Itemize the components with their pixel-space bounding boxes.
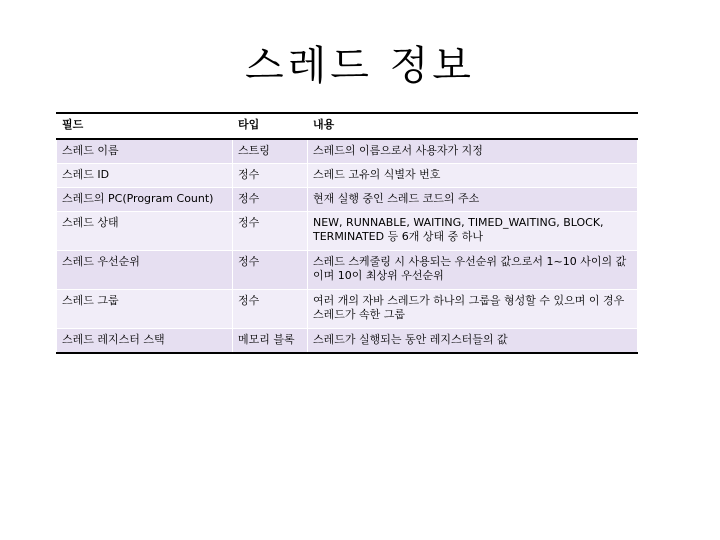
cell-desc: 현재 실행 중인 스레드 코드의 주소 xyxy=(308,188,638,212)
cell-field: 스레드 이름 xyxy=(57,139,233,164)
cell-type: 스트링 xyxy=(233,139,308,164)
table-row xyxy=(57,251,638,290)
header-field: 필드 xyxy=(57,113,233,139)
cell-field: 스레드의 PC(Program Count) xyxy=(57,188,233,212)
cell-type: 정수 xyxy=(233,212,308,251)
cell-desc: NEW, RUNNABLE, WAITING, TIMED_WAITING, BLOCK, TERMINATED 등 6개 상태 중 하나 xyxy=(308,212,638,251)
cell-type: 메모리 블록 xyxy=(233,329,308,354)
cell-field: 스레드 그룹 xyxy=(57,290,233,329)
table-row xyxy=(57,139,638,164)
cell-type: 정수 xyxy=(233,290,308,329)
table-row xyxy=(57,329,638,354)
cell-desc: 스레드 고유의 식별자 번호 xyxy=(308,164,638,188)
header-type: 타입 xyxy=(233,113,308,139)
cell-field: 스레드 레지스터 스택 xyxy=(57,329,233,354)
table-header-row xyxy=(57,113,638,139)
cell-field: 스레드 우선순위 xyxy=(57,251,233,290)
table-row xyxy=(57,290,638,329)
slide-title: 스레드 정보 xyxy=(245,43,475,89)
thread-info-table xyxy=(56,112,638,354)
cell-type: 정수 xyxy=(233,188,308,212)
cell-desc: 스레드의 이름으로서 사용자가 지정 xyxy=(308,139,638,164)
table-row xyxy=(57,212,638,251)
header-desc: 내용 xyxy=(308,113,638,139)
cell-desc: 스레드가 실행되는 동안 레지스터들의 값 xyxy=(308,329,638,354)
cell-type: 정수 xyxy=(233,164,308,188)
cell-desc: 여러 개의 자바 스레드가 하나의 그룹을 형성할 수 있으며 이 경우 스레드가 속한 그룹 xyxy=(308,290,638,329)
cell-field: 스레드 상태 xyxy=(57,212,233,251)
cell-type: 정수 xyxy=(233,251,308,290)
table-row xyxy=(57,164,638,188)
cell-field: 스레드 ID xyxy=(57,164,233,188)
table-row xyxy=(57,188,638,212)
cell-desc: 스레드 스케줄링 시 사용되는 우선순위 값으로서 1~10 사이의 값이며 10이 최상위 우선순위 xyxy=(308,251,638,290)
